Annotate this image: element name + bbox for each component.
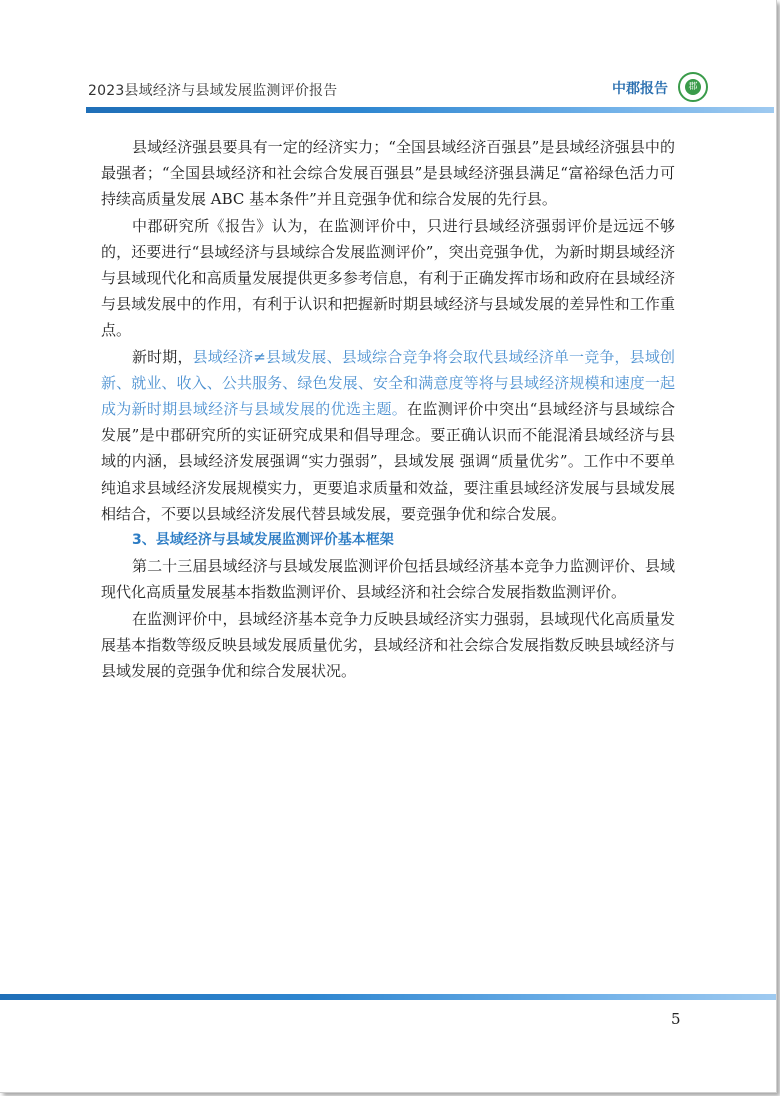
logo-mark: 郡	[685, 79, 701, 95]
paragraph-3-rest: 在监测评价中突出“县域经济与县域综合发展”是中郡研究所的实证研究成果和倡导理念。要正确认识而不能混淆县域经济与县域的内涵，县域经济发展强调“实力强弱”，县域发展 强调“质量优劣”。工作中不要单纯追求县域经济发展规模实力，更要追求质量和效益，要注重县域经济发展与县域发展相结合，不要以县域经济发展代替县域发展，要竞强争优和综合发展。	[101, 400, 675, 523]
paragraph-4: 第二十三届县域经济与县域发展监测评价包括县域经济基本竞争力监测评价、县域现代化高质量发展基本指数监测评价、县域经济和社会综合发展指数监测评价。	[101, 557, 675, 602]
paragraph-3-lead: 新时期，	[132, 347, 193, 366]
page-number: 5	[671, 1010, 681, 1028]
page-header	[0, 0, 776, 115]
paragraph-2: 中郡研究所《报告》认为，在监测评价中，只进行县域经济强弱评价是远远不够的，还要进行“县域经济与县域综合发展监测评价”，突出竞强争优，为新时期县域经济与县域现代化和高质量发展提供更多参考信息，有利于正确发挥市场和政府在县域经济与县域发展中的作用，有利于认识和把握新时期县域经济与县域发展的差异性和工作重点。	[101, 216, 675, 340]
brand-name: 中郡报告	[612, 81, 668, 97]
body-content	[101, 134, 675, 684]
paragraph-3	[101, 344, 675, 527]
logo-icon	[678, 72, 708, 102]
highlighted-text: 县域经济≠县域发展、县域综合竞争将会取代县域经济单一竞争，县域创新、就业、收入、公共服务、绿色发展、安全和满意度等将与县域经济规模和速度一起成为新时期县域经济与县域发展的优选主题。	[101, 347, 675, 419]
report-title: 2023县域经济与县域发展监测评价报告	[88, 83, 338, 99]
footer-divider	[0, 994, 776, 1000]
header-divider	[86, 107, 774, 113]
paragraph-5: 在监测评价中，县域经济基本竞争力反映县域经济实力强弱，县域现代化高质量发展基本指数等级反映县域发展质量优劣，县域经济和社会综合发展指数反映县域经济与县域发展的竞强争优和综合发展状况。	[101, 609, 675, 681]
section-heading: 3、县域经济与县域发展监测评价基本框架	[132, 532, 394, 549]
paragraph-1: 县域经济强县要具有一定的经济实力；“全国县域经济百强县”是县域经济强县中的最强者；“全国县域经济和社会综合发展百强县”是县域经济强县满足“富裕绿色活力可持续高质量发展 ABC 基本条件”并且竞强争优和综合发展的先行县。	[101, 138, 675, 209]
